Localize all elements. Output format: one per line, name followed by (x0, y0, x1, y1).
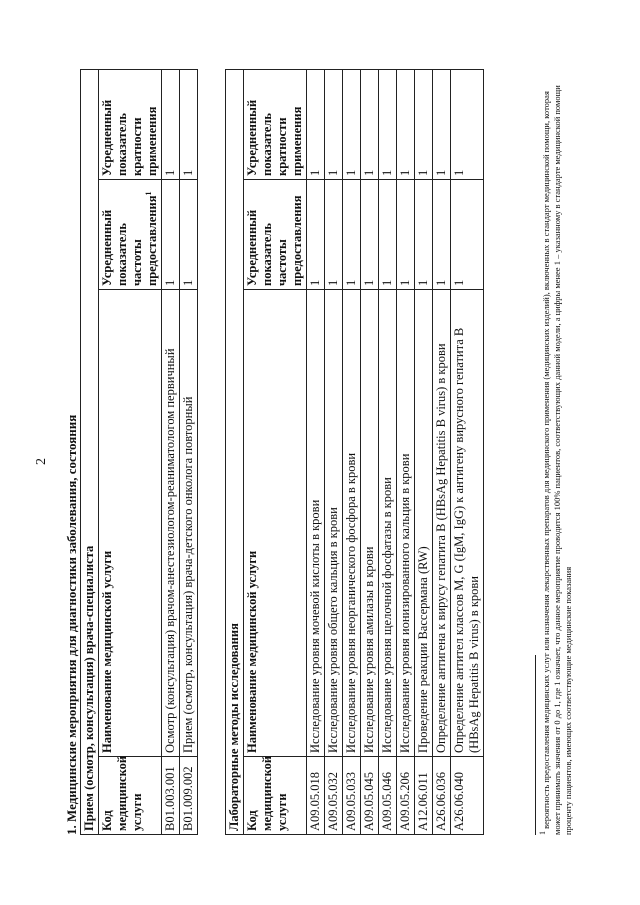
service-code: A26.06.040 (451, 757, 484, 835)
service-name: Осмотр (консультация) врачом-анестезиологом-реаниматологом первичный (162, 290, 180, 757)
table-subheader-row (81, 69, 99, 834)
frequency-value: 1 (433, 180, 451, 290)
table-header-row (244, 69, 307, 834)
frequency-value: 1 (379, 180, 397, 290)
service-name: Прием (осмотр, консультация) врача-детского онколога повторный (180, 290, 198, 757)
service-code: B01.009.002 (180, 757, 198, 835)
header-frequency (99, 180, 162, 290)
table-row (180, 69, 198, 834)
footnote-text: вероятность предоставления медицинских услуг или назначения лекарственных препаратов для медицинского применения (медицинских изделий), включенных в стандарт медицинской помощи, которая может принимать значения от 0 до 1, где 1 означает, что данное мероприятие проводится 100% пациентов, соответствующих данной модели, а цифры менее 1 – указанному в стандарте медицинской помощи проценту пациентов, имеющих соответствующие медицинские показания (541, 85, 573, 835)
service-code: A12.06.011 (415, 757, 433, 835)
service-name: Исследование уровня амилазы в крови (361, 290, 379, 757)
multiplicity-value: 1 (379, 69, 397, 179)
multiplicity-value: 1 (343, 69, 361, 179)
table-row (379, 69, 397, 834)
table-row (343, 69, 361, 834)
service-name: Определение антигена к вирусу гепатита B (HBsAg Hepatitis B virus) в крови (433, 290, 451, 757)
service-name: Исследование уровня мочевой кислоты в крови (307, 290, 325, 757)
service-code: A09.05.018 (307, 757, 325, 835)
frequency-value: 1 (180, 180, 198, 290)
table-row (162, 69, 180, 834)
multiplicity-value: 1 (162, 69, 180, 179)
header-multiplicity: Усредненный показатель кратности применения (99, 69, 162, 179)
frequency-value: 1 (415, 180, 433, 290)
service-code: B01.003.001 (162, 757, 180, 835)
footnote-separator (535, 655, 536, 835)
header-code: Код медицинской услуги (99, 757, 162, 835)
page-number: 2 (34, 458, 49, 465)
table-row (433, 69, 451, 834)
frequency-value: 1 (325, 180, 343, 290)
multiplicity-value: 1 (325, 69, 343, 179)
header-frequency-text: Усредненный показатель частоты предоставления (100, 195, 159, 286)
section-title: 1. Медицинские мероприятия для диагностики заболевания, состояния (64, 414, 79, 835)
consultations-table (80, 69, 198, 835)
table-row (307, 69, 325, 834)
service-name: Исследование уровня общего кальция в крови (325, 290, 343, 757)
header-name: Наименование медицинской услуги (244, 290, 307, 757)
frequency-value: 1 (343, 180, 361, 290)
footnote-ref: 1 (143, 191, 153, 196)
header-frequency: Усредненный показатель частоты предоставления (244, 180, 307, 290)
service-code: A09.05.206 (397, 757, 415, 835)
service-name: Проведение реакции Вассермана (RW) (415, 290, 433, 757)
service-name: Исследование уровня щелочной фосфатазы в крови (379, 290, 397, 757)
lab-tests-table (225, 69, 484, 835)
multiplicity-value: 1 (451, 69, 484, 179)
service-name: Исследование уровня неорганического фосфора в крови (343, 290, 361, 757)
frequency-value: 1 (361, 180, 379, 290)
frequency-value: 1 (397, 180, 415, 290)
frequency-value: 1 (451, 180, 484, 290)
table-row (361, 69, 379, 834)
table-subheader-row (226, 69, 244, 834)
service-name: Исследование уровня ионизированного кальция в крови (397, 290, 415, 757)
service-code: A09.05.033 (343, 757, 361, 835)
table-subheader: Лабораторные методы исследования (226, 69, 244, 834)
service-code: A09.05.032 (325, 757, 343, 835)
multiplicity-value: 1 (415, 69, 433, 179)
header-multiplicity: Усредненный показатель кратности применения (244, 69, 307, 179)
footnote-mark: 1 (538, 831, 548, 835)
table-row (325, 69, 343, 834)
multiplicity-value: 1 (361, 69, 379, 179)
service-code: A26.06.036 (433, 757, 451, 835)
table-row (397, 69, 415, 834)
multiplicity-value: 1 (433, 69, 451, 179)
table-subheader: Прием (осмотр, консультация) врача-специалиста (81, 69, 99, 834)
table-row (415, 69, 433, 834)
table-header-row (99, 69, 162, 834)
service-code: A09.05.045 (361, 757, 379, 835)
frequency-value: 1 (162, 180, 180, 290)
footnote (538, 70, 574, 835)
multiplicity-value: 1 (180, 69, 198, 179)
table-row (451, 69, 484, 834)
header-name: Наименование медицинской услуги (99, 290, 162, 757)
service-name: Определение антител классов M, G (IgM, IgG) к антигену вирусного гепатита B (HBsAg Hepatitis B virus) в крови (451, 290, 484, 757)
multiplicity-value: 1 (397, 69, 415, 179)
header-code: Код медицинской услуги (244, 757, 307, 835)
frequency-value: 1 (307, 180, 325, 290)
multiplicity-value: 1 (307, 69, 325, 179)
service-code: A09.05.046 (379, 757, 397, 835)
